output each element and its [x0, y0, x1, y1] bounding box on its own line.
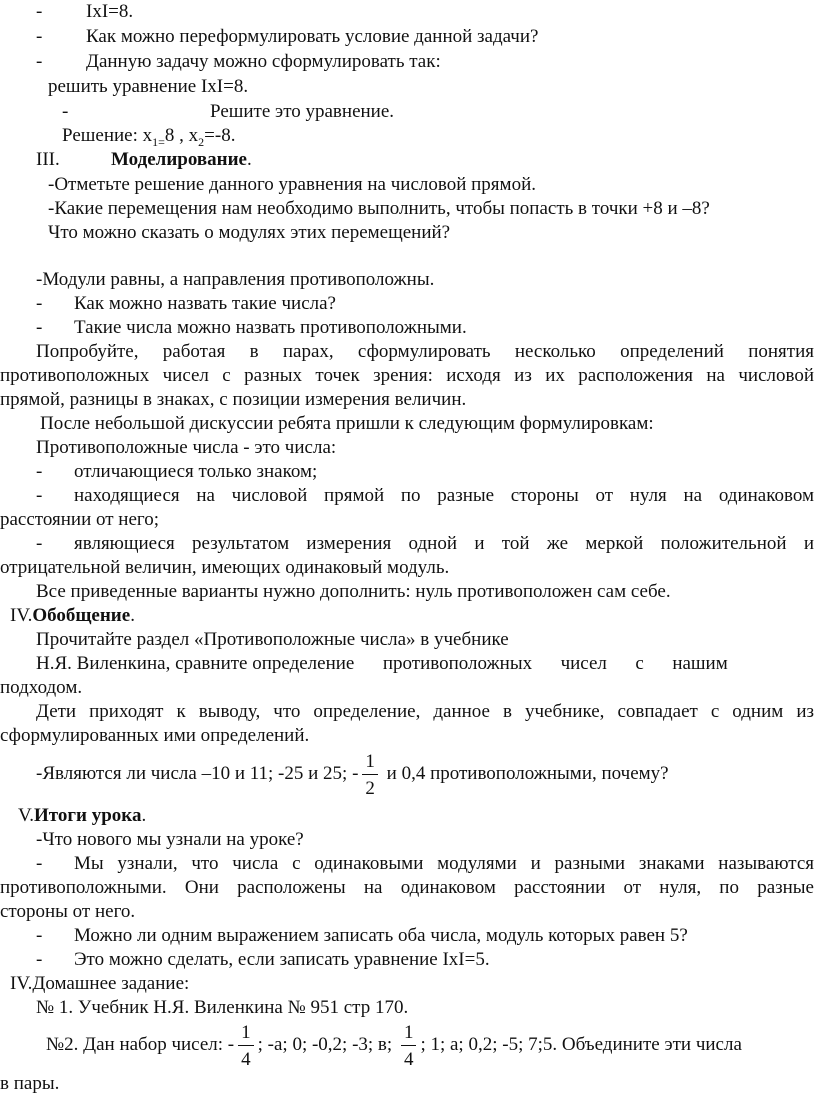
paragraph-line: прямой, разницы в знаках, с позиции измерения величин. — [0, 389, 467, 410]
paragraph-line: Дети приходят к выводу, что определение, данное в учебнике, совпадает с одним из — [36, 701, 814, 722]
list-dash: - — [36, 949, 43, 970]
list-dash: - — [36, 461, 43, 482]
list-dash: - — [36, 293, 43, 314]
paragraph-line: являющиеся результатом измерения одной и той же меркой положительной и — [74, 533, 814, 554]
text-line: -Модули равны, а направления противоположны. — [36, 269, 435, 290]
paragraph-line: подходом. — [0, 677, 83, 698]
text-line: в пары. — [0, 1073, 60, 1094]
section-heading: IV.Обобщение. — [10, 605, 135, 626]
text-line: После небольшой дискуссии ребята пришли к следующим формулировкам: — [40, 413, 654, 434]
text-line: Все приведенные варианты нужно дополнить: нуль противоположен сам себе. — [36, 581, 671, 602]
fraction: $\frac{1}{4}$ — [238, 1023, 254, 1069]
list-dash: - — [36, 26, 43, 47]
paragraph-line: Попробуйте, работая в парах, сформулировать несколько определений понятия — [36, 341, 814, 362]
text-line: Как можно назвать такие числа? — [74, 293, 336, 314]
text-line: -Какие перемещения нам необходимо выполнить, чтобы попасть в точки +8 и –8? — [48, 198, 710, 219]
section-heading: Моделирование. — [111, 149, 252, 170]
solution-line: Решение: $x_{1=}8$ , $x_2=-8$. — [62, 125, 236, 149]
homework-line: №2. Дан набор чисел: - $\frac{1}{4}$ ; -а; 0; -0,2; -3; в; $\frac{1}{4}$ ; 1; а; 0,2; -5; 7;5. Объедините эти числа — [46, 1021, 742, 1070]
paragraph-line: стороны от него. — [0, 901, 136, 922]
section-number: III. — [36, 149, 60, 170]
text-line: решить уравнение IxI=8. — [48, 76, 249, 97]
list-dash: - — [36, 317, 43, 338]
text-line: -Что нового мы узнали на уроке? — [36, 829, 304, 850]
text-line: Что можно сказать о модулях этих перемещений? — [48, 222, 451, 243]
list-dash: - — [36, 925, 43, 946]
paragraph-line: расстоянии от него; — [0, 509, 159, 530]
text-line: Как можно переформулировать условие данной задачи? — [86, 26, 539, 47]
text-line: Такие числа можно назвать противоположными. — [74, 317, 467, 338]
list-dash: - — [36, 533, 43, 554]
text-line: IxI=8. — [86, 1, 134, 22]
list-dash: - — [36, 853, 43, 874]
text-line: Можно ли одним выражением записать оба числа, модуль которых равен 5? — [74, 925, 688, 946]
question-line: -Являются ли числа –10 и 11; -25 и 25; - $\frac{1}{2}$ и 0,4 противоположными, почему? — [36, 750, 669, 799]
text-line: № 1. Учебник Н.Я. Виленкина № 951 стр 170. — [36, 997, 409, 1018]
section-heading: V.Итоги урока. — [18, 805, 147, 826]
paragraph-line: Мы узнали, что числа с одинаковыми модулями и разными знаками называются — [74, 853, 814, 874]
paragraph-line: Н.Я. Виленкина, сравните определение противоположных чисел с нашим — [36, 653, 728, 674]
text-line: Это можно сделать, если записать уравнение IxI=5. — [74, 949, 490, 970]
paragraph-line: отрицательной величин, имеющих одинаковый модуль. — [0, 557, 450, 578]
text-line: Решите это уравнение. — [210, 101, 395, 122]
list-dash: - — [36, 485, 43, 506]
paragraph-line: противоположными. Они расположены на одинаковом расстоянии от нуля, по разные — [0, 877, 814, 898]
list-dash: - — [36, 1, 43, 22]
text-line: Данную задачу можно сформулировать так: — [86, 51, 441, 72]
paragraph-line: сформулированных ими определений. — [0, 725, 310, 746]
paragraph-line: находящиеся на числовой прямой по разные стороны от нуля на одинаковом — [74, 485, 814, 506]
list-dash: - — [62, 101, 69, 122]
fraction: $\frac{1}{2}$ — [362, 752, 378, 798]
paragraph-line: противоположных чисел с разных точек зрения: исходя из их расположения на числовой — [0, 365, 814, 386]
fraction: $\frac{1}{4}$ — [401, 1023, 417, 1069]
text-line: отличающиеся только знаком; — [74, 461, 318, 482]
text-line: Прочитайте раздел «Противоположные числа» в учебнике — [36, 629, 509, 650]
text-line: Противоположные числа - это числа: — [36, 437, 337, 458]
text-line: -Отметьте решение данного уравнения на числовой прямой. — [48, 174, 536, 195]
list-dash: - — [36, 51, 43, 72]
section-heading: IV.Домашнее задание: — [10, 973, 190, 994]
